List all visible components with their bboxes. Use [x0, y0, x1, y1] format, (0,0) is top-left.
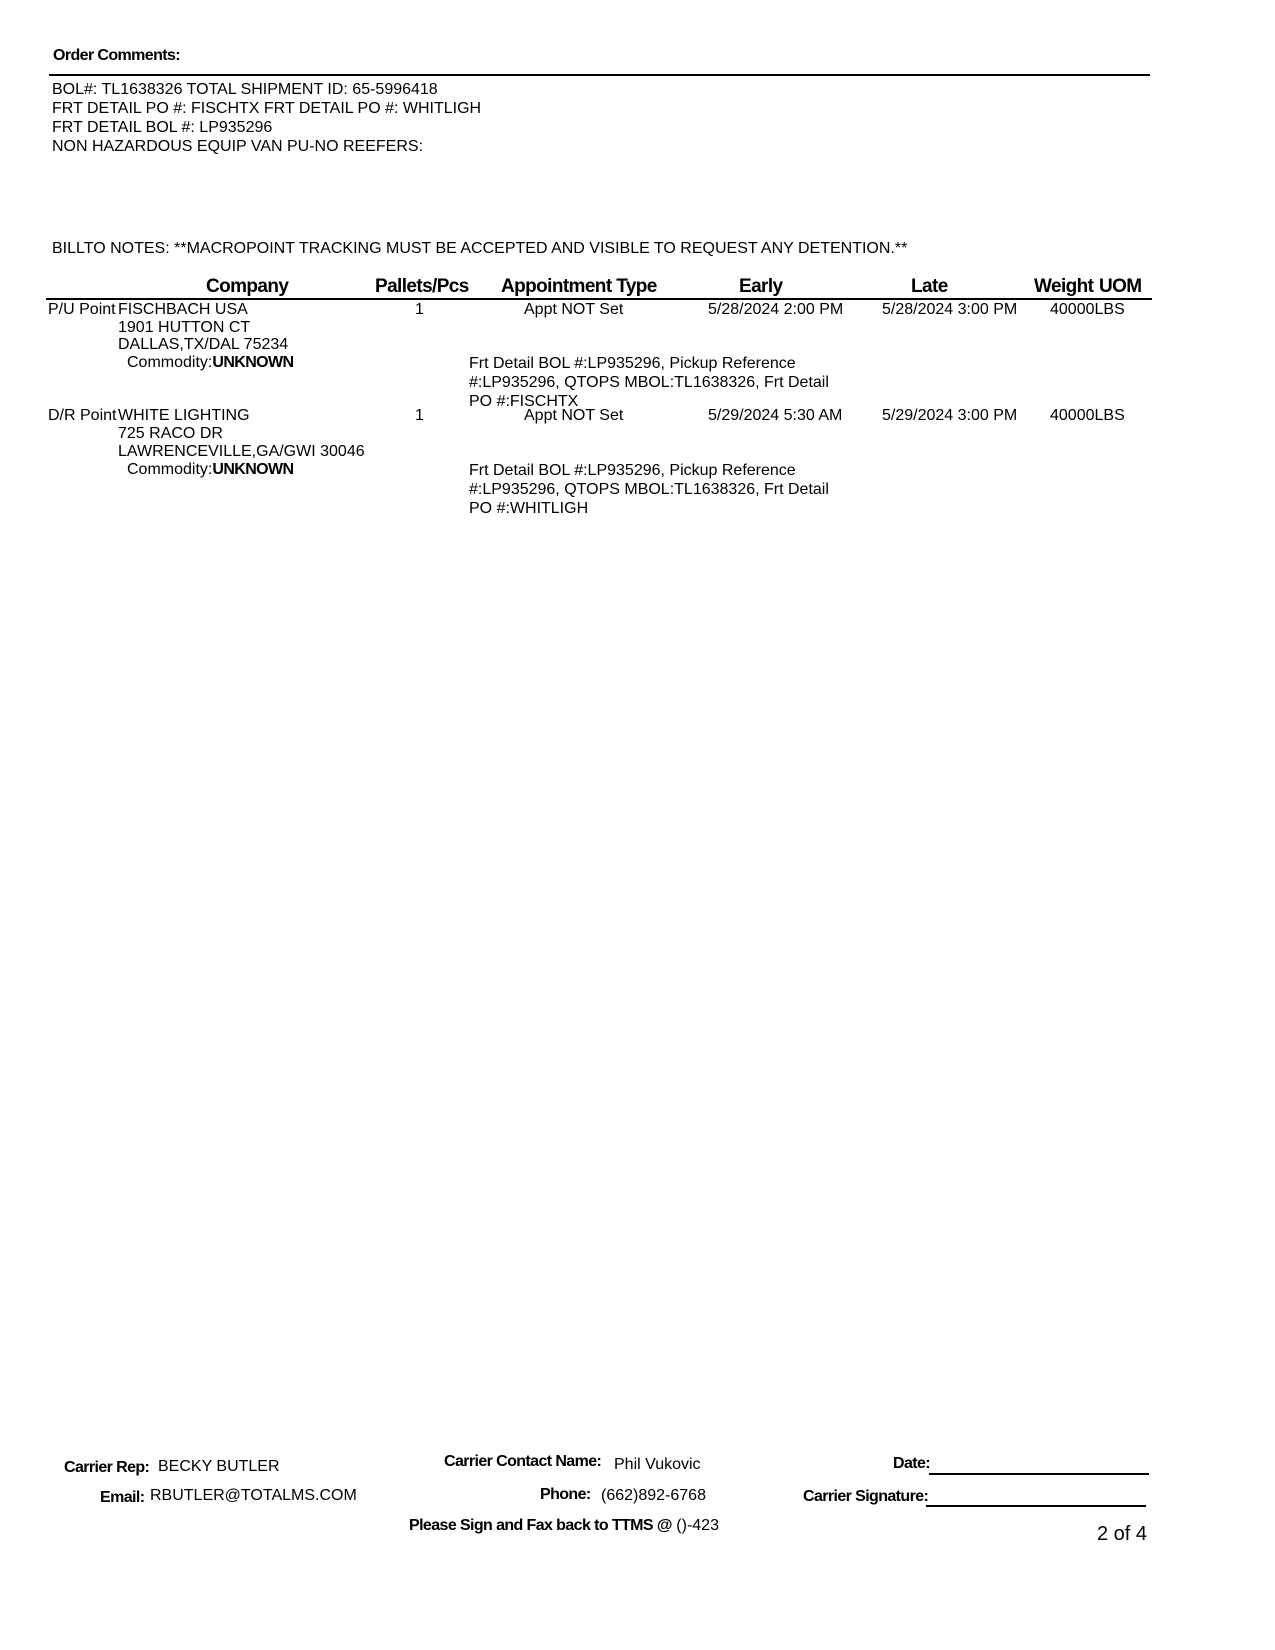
carrier-rep-value: BECKY BUTLER [158, 1458, 280, 1475]
email-value: RBUTLER@TOTALMS.COM [150, 1487, 357, 1504]
stop-weight: 40000LBS [1050, 407, 1125, 424]
carrier-contact-label: Carrier Contact Name: [444, 1453, 602, 1470]
stop-commodity [127, 354, 293, 372]
comment-line: BOL#: TL1638326 TOTAL SHIPMENT ID: 65-5996418 [52, 81, 438, 98]
phone-label: Phone: [540, 1486, 591, 1503]
stop-point: D/R Point [48, 407, 117, 424]
stop-address1: 725 RACO DR [118, 425, 223, 442]
commodity-label: Commodity: [127, 354, 213, 371]
stop-early: 5/28/2024 2:00 PM [708, 301, 844, 318]
comment-line: FRT DETAIL PO #: FISCHTX FRT DETAIL PO #: WHITLIGH [52, 100, 482, 117]
carrier-rep-label: Carrier Rep: [64, 1459, 150, 1476]
col-header-appt-type: Appointment Type [501, 276, 657, 297]
commodity-value: UNKNOWN [212, 354, 294, 371]
col-header-company: Company [206, 276, 289, 297]
stop-late: 5/29/2024 3:00 PM [882, 407, 1018, 424]
stop-company: WHITE LIGHTING [118, 407, 250, 424]
stop-early: 5/29/2024 5:30 AM [708, 407, 843, 424]
page-number: 2 of 4 [1097, 1523, 1148, 1545]
col-header-late: Late [911, 276, 948, 297]
comment-line: FRT DETAIL BOL #: LP935296 [52, 119, 273, 136]
commodity-label: Commodity: [127, 461, 213, 478]
stop-pallets: 1 [415, 407, 424, 424]
col-header-uom: UOM [1099, 276, 1142, 297]
stop-appt-type: Appt NOT Set [524, 407, 624, 424]
stop-late: 5/28/2024 3:00 PM [882, 301, 1018, 318]
stop-pallets: 1 [415, 301, 424, 318]
stop-notes: Frt Detail BOL #:LP935296, Pickup Reference #:LP935296, QTOPS MBOL:TL1638326, Frt Detail PO #:WHITLIGH [469, 462, 829, 517]
carrier-signature-line [926, 1505, 1146, 1507]
col-header-early: Early [739, 276, 783, 297]
fax-number: ()-423 [676, 1517, 719, 1534]
carrier-contact-value: Phil Vukovic [614, 1456, 701, 1473]
stop-address1: 1901 HUTTON CT [118, 319, 251, 336]
billto-notes: BILLTO NOTES: **MACROPOINT TRACKING MUST BE ACCEPTED AND VISIBLE TO REQUEST ANY DETENTION.** [52, 240, 908, 257]
date-label: Date: [893, 1455, 931, 1472]
table-header-rule [46, 298, 1152, 300]
stop-weight: 40000LBS [1050, 301, 1125, 318]
order-comments-title: Order Comments: [53, 47, 181, 64]
carrier-signature-label: Carrier Signature: [803, 1488, 929, 1505]
stop-point: P/U Point [48, 301, 116, 318]
commodity-value: UNKNOWN [212, 461, 294, 478]
order-comments-body [52, 80, 481, 156]
stop-address2: DALLAS,TX/DAL 75234 [118, 336, 289, 353]
stop-company: FISCHBACH USA [118, 301, 248, 318]
comment-line: NON HAZARDOUS EQUIP VAN PU-NO REEFERS: [52, 138, 424, 155]
date-signature-line [929, 1473, 1149, 1475]
email-label: Email: [100, 1489, 145, 1506]
col-header-pallets: Pallets/Pcs [375, 276, 469, 297]
header-rule [49, 74, 1150, 76]
stop-notes: Frt Detail BOL #:LP935296, Pickup Reference #:LP935296, QTOPS MBOL:TL1638326, Frt Detail PO #:FISCHTX [469, 355, 829, 410]
fax-instruction [409, 1517, 719, 1535]
phone-value: (662)892-6768 [601, 1487, 706, 1504]
fax-label: Please Sign and Fax back to TTMS @ [409, 1517, 672, 1534]
stop-appt-type: Appt NOT Set [524, 301, 624, 318]
stop-address2: LAWRENCEVILLE,GA/GWI 30046 [118, 443, 365, 460]
stop-commodity [127, 461, 293, 479]
col-header-weight: Weight [1034, 276, 1094, 297]
